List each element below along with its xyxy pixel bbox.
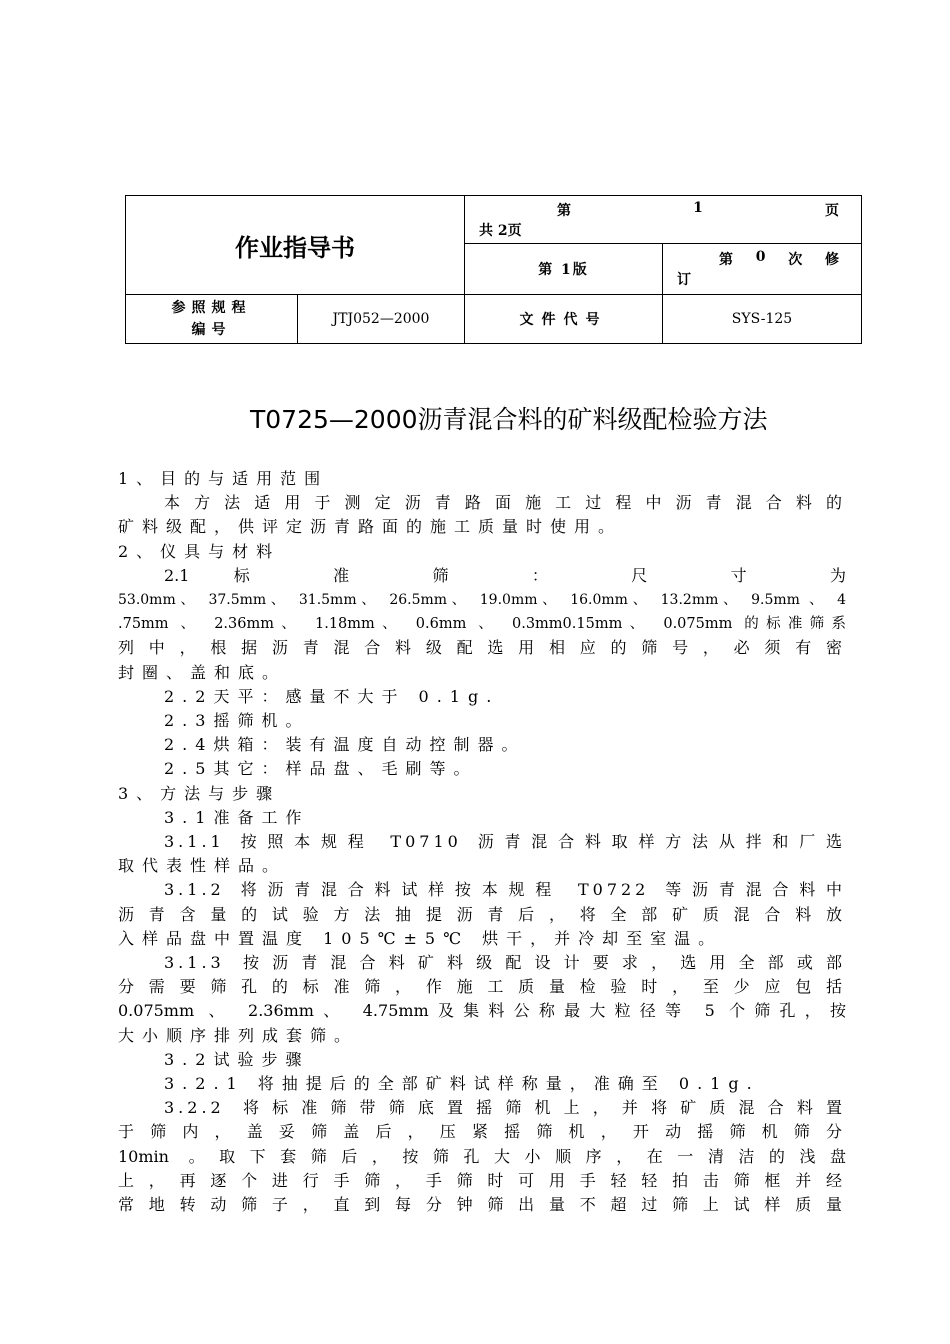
doc-title: 作业指导书: [126, 196, 465, 295]
total-pages: 共 2页: [479, 222, 522, 239]
reference-label: 参照规程 编号: [126, 295, 298, 344]
paragraph-line: 2.3摇筛机。: [164, 711, 310, 731]
paragraph-line: 3.1.2 将沥青混合料试样按本规程 T0722 等沥青混合料中: [164, 880, 846, 900]
paragraph-line: 53.0mm、 37.5mm、 31.5mm、 26.5mm、 19.0mm、 16.0mm、 13.2mm、 9.5mm 、 4: [118, 592, 846, 609]
revision-cell: 第 0 次 修 订: [663, 244, 862, 295]
document-code-label: 文件代号: [465, 295, 663, 344]
paragraph-line: 2.2天平：感量不大于 0.1g.: [164, 686, 500, 706]
paragraph-line: 分需要筛孔的标准筛，作施工质量检验时，至少应包括: [118, 977, 846, 997]
reference-value: JTJ052—2000: [298, 295, 465, 344]
paragraph-line: 常地转动筛子，直到每分钟筛出量不超过筛上试样质量: [118, 1195, 846, 1215]
paragraph-line: 矿料级配，供评定沥青路面的施工质量时使用。: [118, 517, 623, 537]
paragraph-line: 大小顺序排列成套筛。: [118, 1025, 359, 1045]
subsection-heading: 3.1准备工作: [164, 807, 310, 827]
document-body: [118, 467, 846, 1217]
paragraph-line: .75mm 、 2.36mm、 1.18mm、 0.6mm 、 0.3mm0.15mm、 0.075mm 的标准筛系: [118, 616, 846, 633]
paragraph-line: 3.2.1 将抽提后的全部矿料试样称量，准确至 0.1g.: [164, 1074, 760, 1094]
paragraph-line: 2.4烘箱：装有温度自动控制器。: [164, 735, 526, 755]
section-heading: 1、目的与适用范围: [118, 469, 329, 488]
paragraph-line: 列中，根据沥青混合料级配选用相应的筛号，必须有密: [118, 638, 846, 658]
subsection-heading: 3.2试验步骤: [164, 1049, 310, 1069]
edition: 第 1版: [465, 244, 663, 295]
page-info-cell: [465, 196, 862, 244]
section-heading: 2、仪具与材料: [118, 541, 281, 561]
revision-number: 第 0 次 修: [719, 249, 839, 268]
paragraph-line: 0.075mm 、 2.36mm、 4.75mm及集料公称最大粒径等 5 个筛孔，按: [118, 1001, 846, 1021]
paragraph-line: 封圈、盖和底。: [118, 662, 287, 682]
paragraph-line: 10min 。取下套筛后，按筛孔大小顺序，在一清洁的浅盘: [118, 1146, 846, 1166]
paragraph-line: 3.2.2 将标准筛带筛底置摇筛机上，并将矿质混合料置: [164, 1098, 846, 1118]
paragraph-line: 2.1 标 准 筛 ： 尺 寸 为: [164, 565, 846, 585]
paragraph-line: 入样品盘中置温度 105℃±5℃ 烘干，并冷却至室温。: [118, 928, 723, 948]
paragraph-line: 3.1.1 按照本规程 T0710 沥青混合料取样方法从拌和厂选: [164, 832, 846, 852]
section-heading: 3、方法与步骤: [118, 783, 281, 803]
paragraph-line: 本方法适用于测定沥青路面施工过程中沥青混合料的: [164, 493, 846, 513]
document-title: T0725—2000沥青混合料的矿料级配检验方法: [250, 405, 768, 434]
paragraph-line: 取代表性样品。: [118, 856, 287, 876]
paragraph-line: 2.5其它：样品盘、毛刷等。: [164, 759, 478, 779]
paragraph-line: 于筛内，盖妥筛盖后，压紧摇筛机，开动摇筛机筛分: [118, 1122, 846, 1142]
page-number: 第 1 页: [557, 199, 839, 219]
document-code-value: SYS-125: [663, 295, 862, 344]
document-header-table: [125, 195, 862, 344]
paragraph-line: 3.1.3 按沥青混合料矿料级配设计要求，选用全部或部: [164, 953, 846, 973]
paragraph-line: 沥青含量的试验方法抽提沥青后，将全部矿质混合料放: [118, 904, 846, 924]
paragraph-line: 上，再逐个进行手筛，手筛时可用手轻轻拍击筛框并经: [118, 1170, 846, 1190]
